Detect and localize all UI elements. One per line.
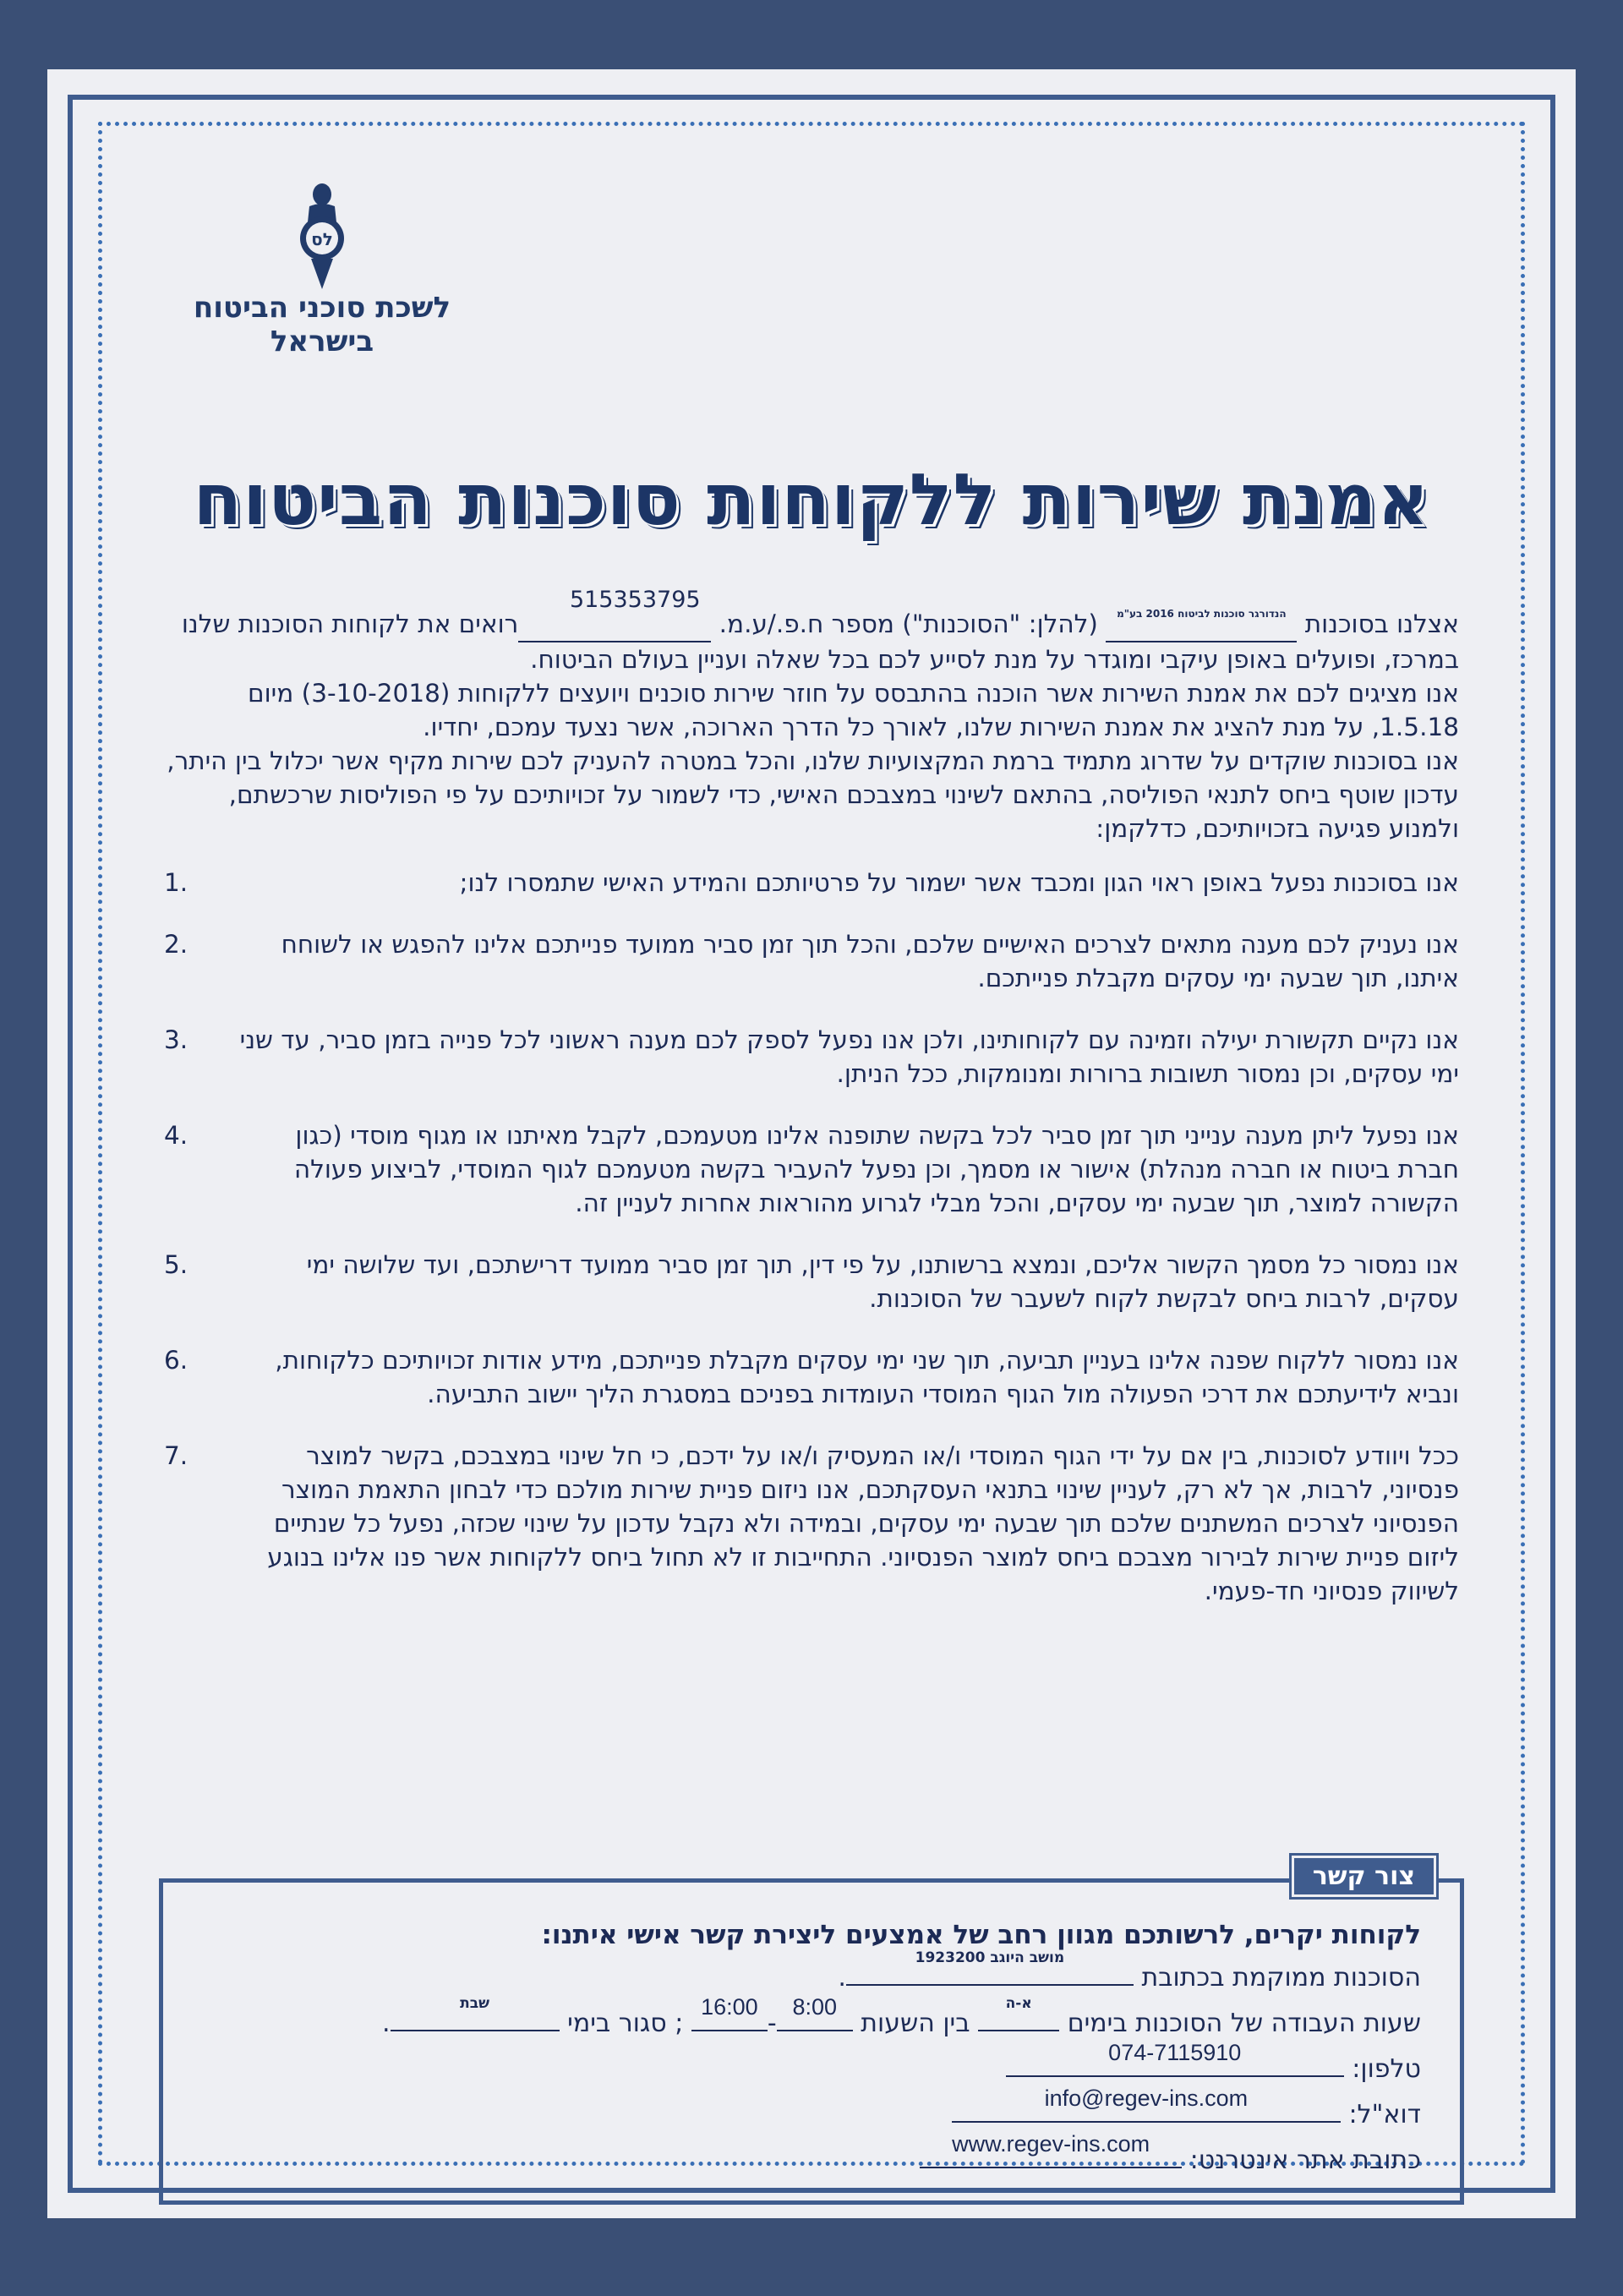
commitments-list (164, 866, 1459, 1608)
charter-body (164, 587, 1459, 1636)
page-title: אמנת שירות ללקוחות סוכנות הביטוח (193, 458, 1430, 541)
agency-name-value: הנדורגר סוכנות לביטוח 2016 בע"מ (1117, 608, 1287, 620)
hour-from-value: 8:00 (792, 1994, 838, 2020)
intro-text-b: (להלן: "הסוכנות") מספר ח.פ./ע.מ. (719, 610, 1098, 638)
list-item (164, 1023, 1459, 1091)
list-item-number: 7. (164, 1441, 189, 1470)
list-item-text: אנו בסוכנות נפעל באופן ראוי הגון ומכבד אשר ישמור על פרטיותכם והמידע האישי שתמסרו לנו; (459, 868, 1459, 897)
website-label: כתובת אתר אינטרנט: (1189, 2146, 1421, 2175)
list-item-number: 1. (164, 868, 189, 897)
contact-details (202, 1916, 1421, 2182)
closed-days-field (391, 1995, 560, 2031)
closed-label: ; סגור בימי (567, 2009, 684, 2038)
intro-text-a: אצלנו בסוכנות (1304, 610, 1459, 638)
list-item-number: 3. (164, 1025, 189, 1054)
list-item (164, 866, 1459, 899)
list-item-text: אנו נעניק לכם מענה מתאים לצרכים האישיים שלכם, והכל תוך זמן סביר ממועד פנייתכם אלינו להפגש או לשוחח איתנו, תוך שבעה ימי עסקים מקבלת פנייתכם. (281, 930, 1459, 992)
list-item-text: אנו נקיים תקשורת יעילה וזמינה עם לקוחותינו, ולכן אנו נפעל לספק לכם מענה ראשוני לכל פנייה בזמן סביר, עד שני ימי עסקים, וכן נמסור תשובות ברורות ומנומקות, ככל הניתן. (239, 1025, 1459, 1088)
email-line (202, 2086, 1421, 2136)
days-value: א-ה (1005, 1995, 1032, 2012)
logo-text-line2: בישראל (270, 325, 374, 358)
hour-from-field (777, 1994, 853, 2031)
company-number-value: 515353795 (569, 587, 701, 613)
list-item-number: 5. (164, 1250, 189, 1279)
contact-tab-label: צור קשר (1292, 1856, 1436, 1897)
hours-label: שעות העבודה של הסוכנות בימים (1067, 2009, 1421, 2038)
list-item (164, 1248, 1459, 1315)
days-field (978, 1995, 1059, 2031)
list-item-number: 4. (164, 1121, 189, 1150)
contact-box (159, 1861, 1464, 2205)
email-field (952, 2086, 1341, 2123)
website-field (920, 2131, 1182, 2168)
contact-heading: לקוחות יקרים, לרשותכם מגוון רחב של אמצעים ליצירת קשר אישי איתנו: (541, 1920, 1421, 1950)
hour-to-value: 16:00 (701, 1994, 758, 2020)
intro-paragraph-3: אנו בסוכנות שוקדים על שדרוג מתמיד ברמת המקצועיות שלנו, והכל במטרה להעניק לכם שירות מקיף אשר יכלול בין היתר, עדכון שוטף ביחס לתנאי הפוליסה, בהתאם לשינוי במצבכם האישי, כדי לשמור על זכויותיכם על פי הפוליסות שרכשתם, ולמנוע פגיעה בזכויותיכם, כדלקמן: (167, 746, 1459, 843)
list-item-number: 6. (164, 1346, 189, 1375)
company-number-field (559, 587, 711, 642)
email-value: info@regev-ins.com (1044, 2086, 1249, 2111)
intro-text-c: רואים את לקוחות הסוכנות שלנו במרכז, ופועלים באופן עיקבי ומוגדר על מנת לסייע לכם בכל שאלה ועניין בעולם הביטוח. (181, 610, 1459, 674)
company-number-field-tail (518, 607, 559, 642)
list-item-text: אנו נפעל ליתן מענה ענייני תוך זמן סביר לכל בקשה שתופנה אלינו מטעמכם, לקבל מאיתנו או מגוף מוסדי (כגון חברת ביטוח או חברה מנהלת) אישור או מסמך, וכן נפעל להעביר בקשה מטעמכם לגוף המוסדי, לביצוע פעולה הקשורה למוצר, תוך שבעה ימי עסקים, והכל מבלי לגרוע מהוראות אחרות לעניין זה. (293, 1121, 1459, 1217)
svg-text:לס: לס (311, 229, 333, 249)
list-item-number: 2. (164, 930, 189, 959)
list-item (164, 927, 1459, 995)
phone-field (1006, 2040, 1344, 2077)
phone-value: 074-7115910 (1108, 2040, 1242, 2065)
document-sheet (47, 69, 1576, 2218)
hours-between-label: בין השעות (861, 2009, 970, 2038)
list-item-text: אנו נמסור ללקוח שפנה אלינו בעניין תביעה, תוך שני ימי עסקים מקבלת פנייתכם, מידע אודות זכויותיכם כלקוחות, ונביא לידיעתכם את דרכי הפעולה מול הגוף המוסדי העומדות בפניכם במסגרת הליך יישוב התביעה. (275, 1346, 1459, 1408)
closed-days-value: שבת (460, 1995, 489, 2012)
hour-to-field (691, 1994, 768, 2031)
logo-text-line1: לשכת סוכני הביטוח (193, 291, 451, 325)
address-field (846, 1949, 1134, 1986)
list-item (164, 1343, 1459, 1411)
email-label: דוא"ל: (1348, 2100, 1421, 2129)
figure-emblem-icon (284, 179, 360, 291)
address-line: הסוכנות ממוקמת בכתובת מושב היוגב 1923200 . (202, 1954, 1421, 1999)
address-label: הסוכנות ממוקמת בכתובת (1141, 1963, 1421, 1993)
list-item-text: אנו נמסור כל מסמך הקשור אליכם, ונמצא ברשותנו, על פי דין, תוך זמן סביר ממועד דרישתכם, ועד שלושה ימי עסקים, לרבות ביחס לבקשת לקוח לשעבר של הסוכנות. (306, 1250, 1459, 1313)
website-line (202, 2131, 1421, 2182)
intro-paragraph-2: אנו מציגים לכם את אמנת השירות אשר הוכנה בהתבסס על חוזר שירות סוכנים ויועצים ללקוחות (3-10-2018) מיום 1.5.18, על מנת להציג את אמנת השירות שלנו, לאורך כל הדרך הארוכה, אשר נצעד עמכם, יחדיו. (248, 679, 1459, 741)
list-item (164, 1439, 1459, 1608)
list-item (164, 1118, 1459, 1220)
list-item-text: ככל ויוודע לסוכנות, בין אם על ידי הגוף המוסדי ו/או המעסיק ו/או על ידכם, כי חל שינוי במצבכם, בקשר למוצר פנסיוני, לרבות, אך לא רק, לעניין שינוי בתנאי העסקתכם, אנו ניזום פניית שירות מולכם כדי לבחון התאמת המוצר הפנסיוני לצרכים המשתנים שלכם תוך שבעה ימי עסקים, ובמידה ולא נקבל עדכון על שינוי שכזה, נפעל כל שנתיים ליזום פניית שירות לבירור מצבכם ביחס למוצר הפנסיוני. התחייבות זו לא תחול ביחס ללקוחות אשר פנו אלינו בנוגע לשיווק פנסיוני חד-פעמי. (267, 1441, 1459, 1605)
phone-label: טלפון: (1352, 2054, 1421, 2084)
address-value: מושב היוגב 1923200 (915, 1949, 1065, 1966)
hours-line: שעות העבודה של הסוכנות בימים א-ה בין השעות 8:00 - 16:00 ; סגור בימי שבת . (202, 1999, 1421, 2045)
hour-separator: - (767, 2009, 777, 2038)
agency-name-field (1106, 607, 1297, 642)
website-value: www.regev-ins.com (952, 2131, 1150, 2157)
intro-paragraph-1 (164, 587, 1459, 676)
association-logo (166, 179, 478, 433)
